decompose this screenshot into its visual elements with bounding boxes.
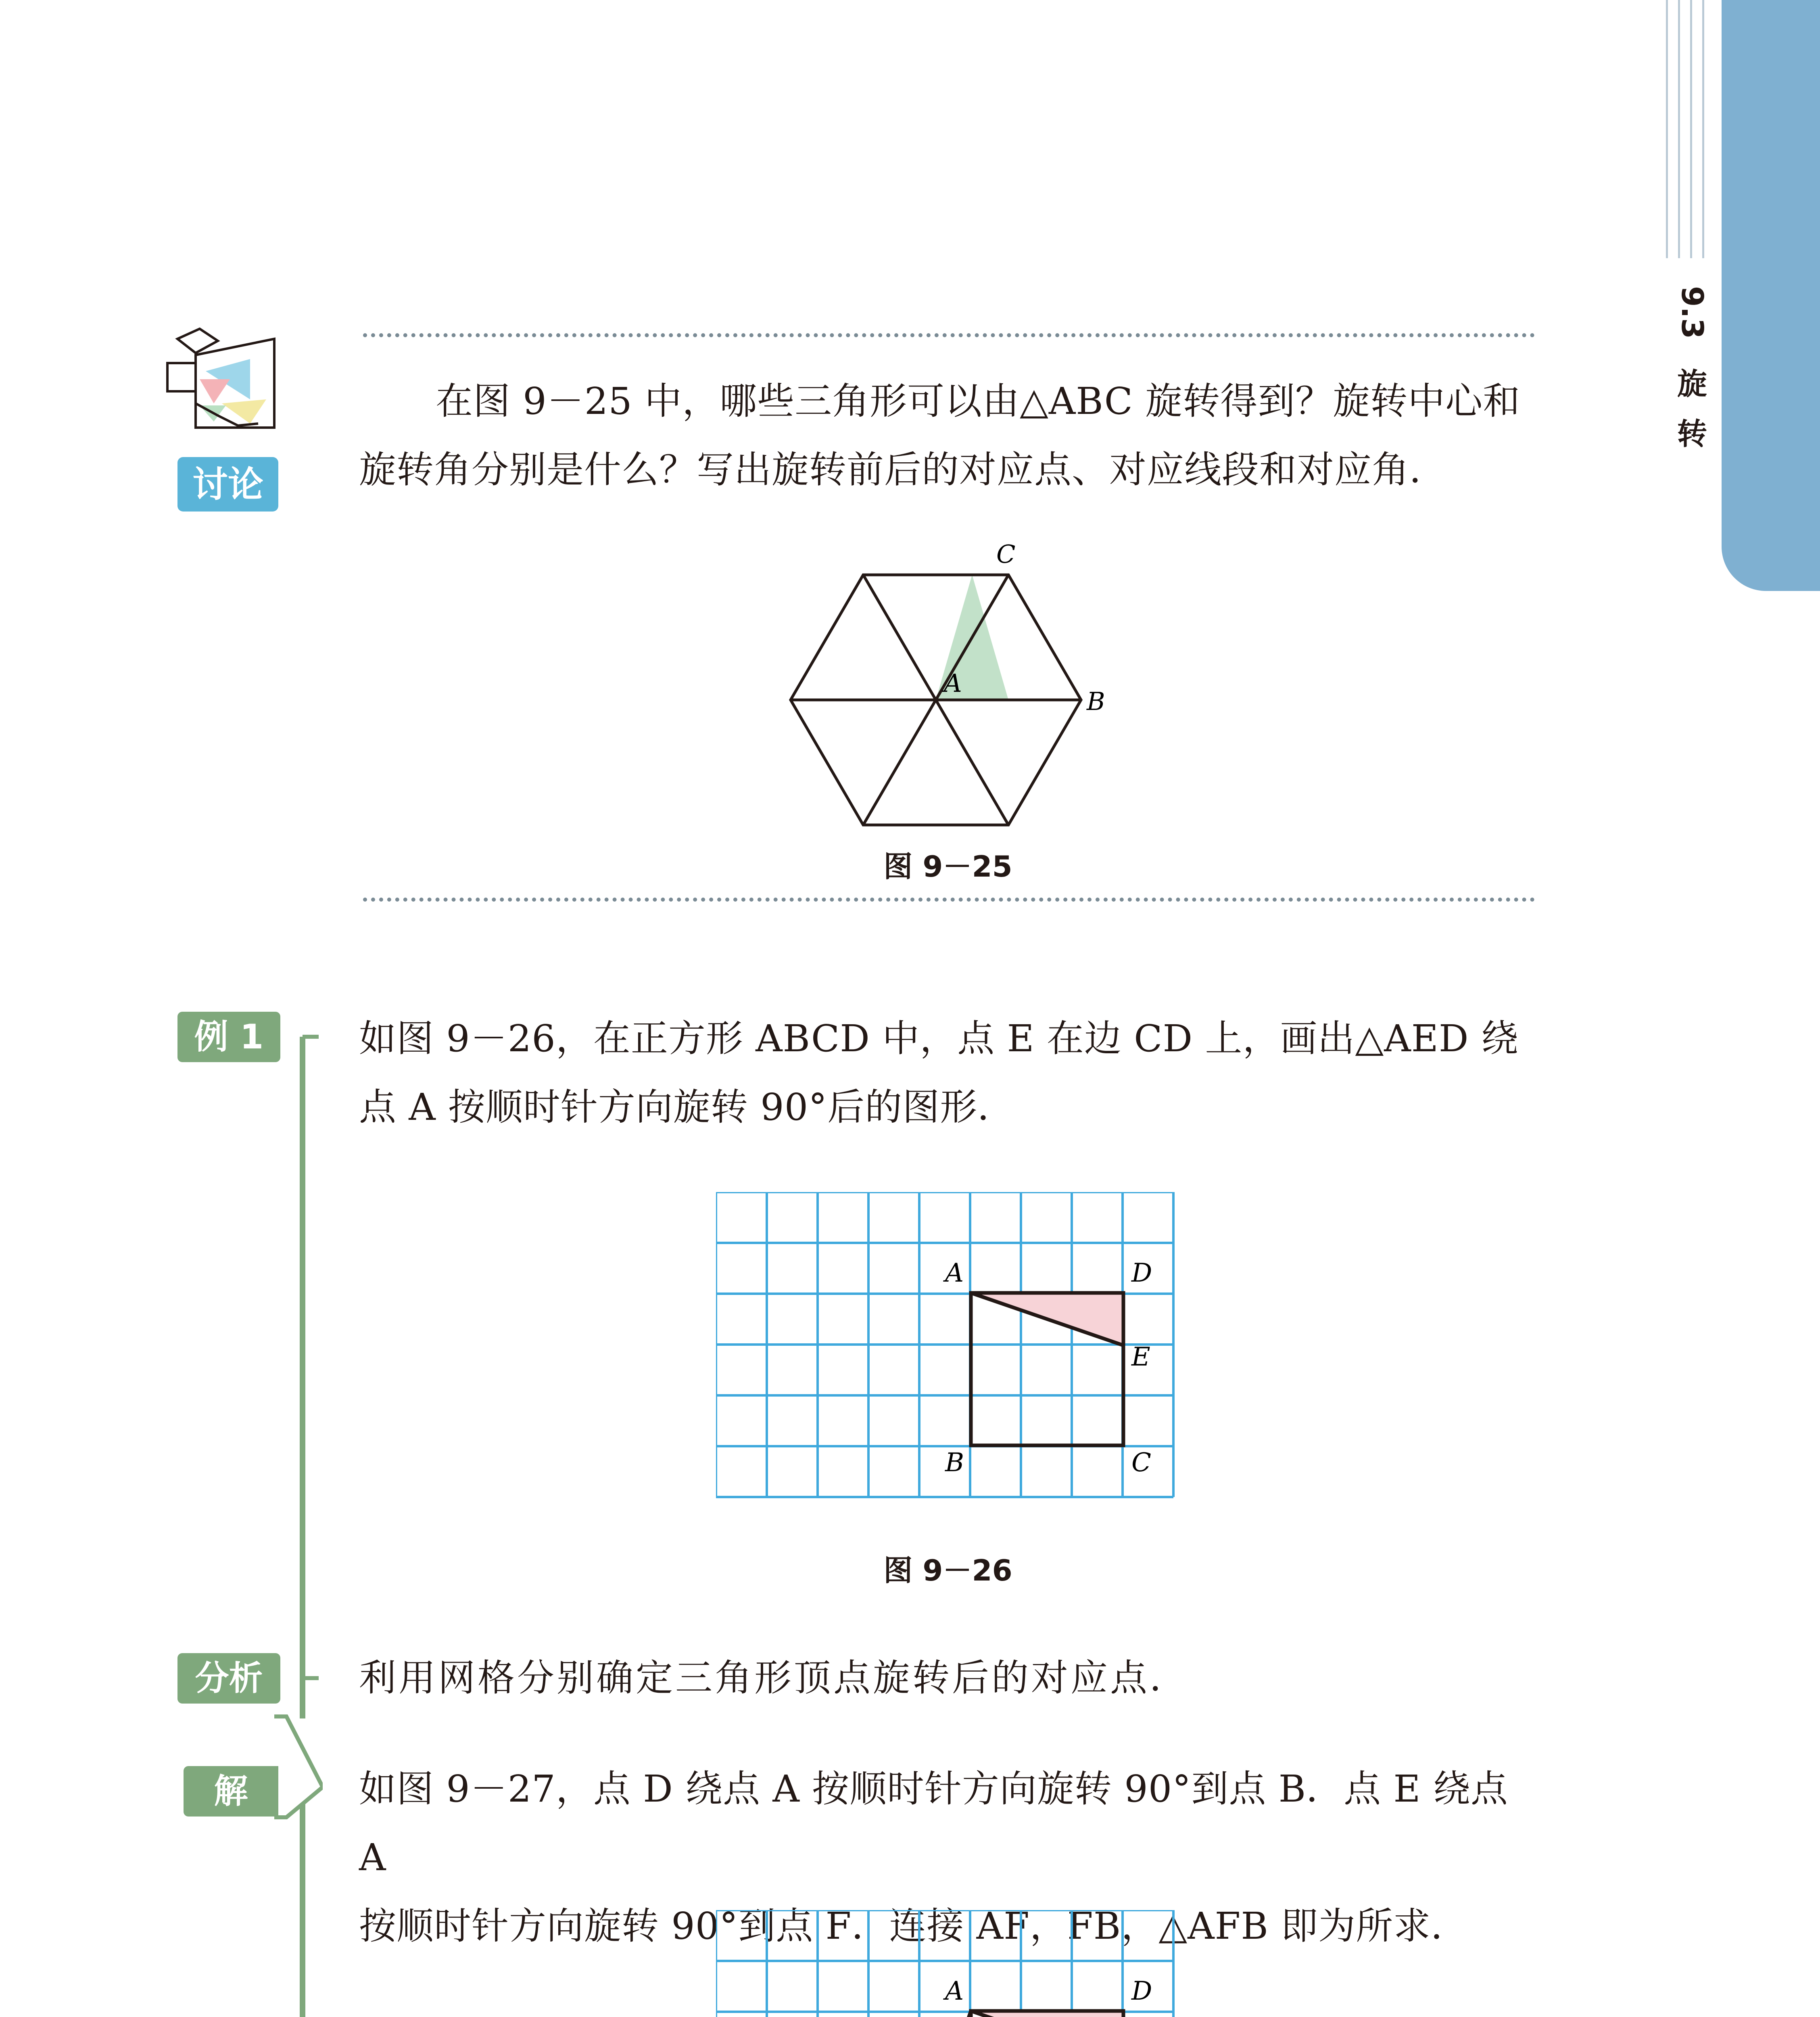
section-heading [1676,278,1708,449]
fig26-label-b: B [945,1448,964,1478]
fig26-label-c: C [1131,1448,1151,1478]
example-timeline [226,1008,323,2017]
hex-label-c: C [996,539,1016,569]
hex-label-b: B [1087,687,1105,716]
grid-figure-9-27 [716,1910,1184,2017]
fig27-label-a: A [945,1976,964,2006]
analysis-label: 分析 [177,1653,280,1704]
example-line-1: 如图 9－26，在正方形 ABCD 中，点 E 在边 CD 上，画出△AED 绕 [359,1017,1519,1060]
discussion-line-1: 在图 9－25 中，哪些三角形可以由△ABC 旋转得到？旋转中心和 [436,380,1521,423]
tab-decor-line [1702,0,1704,258]
section-title-char: 转 [1677,417,1707,451]
hexagon-figure [779,532,1121,855]
discussion-question [359,367,1541,504]
analysis-text [359,1644,1541,1712]
discussion-icon [161,323,298,440]
dotted-divider [363,333,1535,337]
tab-decor-line [1690,0,1692,258]
tab-decor-line [1678,0,1680,258]
example-question [359,1004,1541,1142]
dotted-divider [363,898,1535,902]
discussion-line-2: 旋转角分别是什么？写出旋转前后的对应点、对应线段和对应角． [359,448,1447,491]
figure-caption-9-25: 图 9－25 [883,850,1012,883]
discussion-label: 讨论 [177,457,278,512]
section-number: 9.3 [1675,286,1709,339]
fig27-label-d: D [1131,1976,1152,2006]
analysis-line: 利用网格分别确定三角形顶点旋转后的对应点． [359,1656,1190,1700]
fig26-label-a: A [945,1258,964,1288]
example-label: 例 1 [177,1012,280,1062]
solution-line-1: 如图 9－27，点 D 绕点 A 按顺时针方向旋转 90°到点 B．点 E 绕点 A [359,1767,1508,1879]
fig26-label-d: D [1131,1258,1152,1288]
chapter-tab [1722,0,1820,591]
fig26-label-e: E [1131,1342,1150,1372]
grid-figure-9-26 [716,1192,1184,1503]
tab-decor-line [1666,0,1668,258]
solution-label: 解 [184,1766,278,1817]
section-title-char: 旋 [1677,367,1707,401]
example-line-2: 点 A 按顺时针方向旋转 90°后的图形． [359,1086,1015,1129]
hex-label-a: A [944,668,962,698]
solution-line-2: 按顺时针方向旋转 90°到点 F．连接 AF，FB，△AFB 即为所求． [359,1904,1469,1948]
figure-caption-9-26: 图 9－26 [883,1553,1012,1587]
